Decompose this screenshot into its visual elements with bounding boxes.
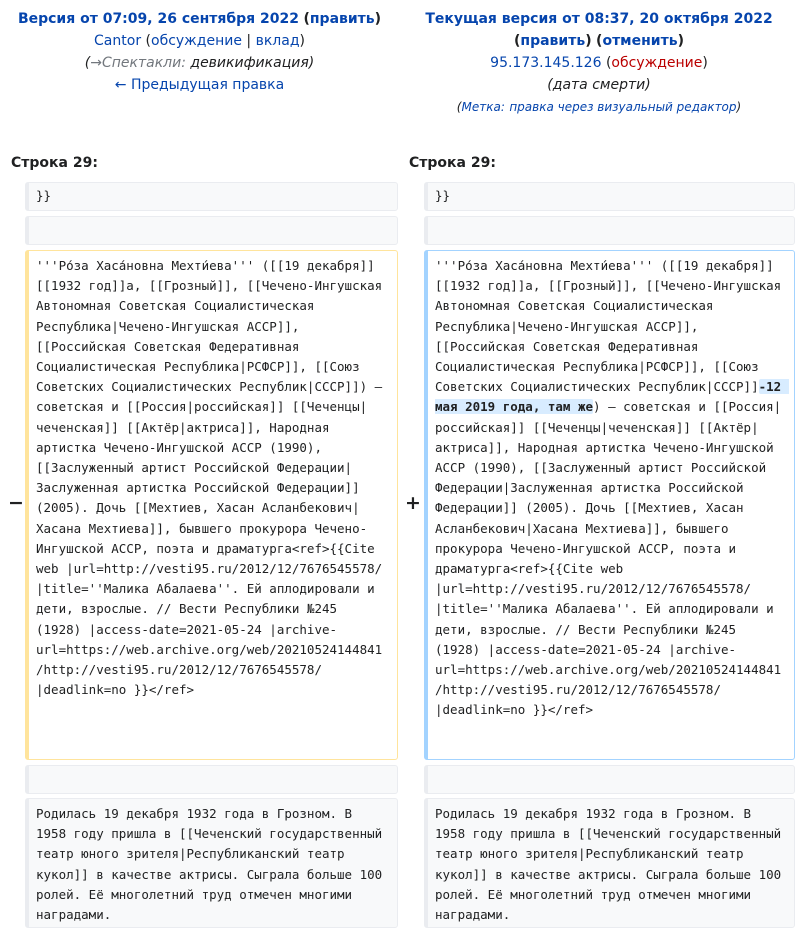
tag-value: правка через визуальный редактор bbox=[509, 100, 737, 114]
minus-marker: − bbox=[8, 492, 24, 514]
left-context-bottom: Родилась 19 декабря 1932 года в Грозном. В 1958 году пришла в [[Чеченский государственный театр юного зрителя|Республиканский театр кукол]] в качестве актрисы. Сыграла больше 100 ролей. Её многолетний труд отмечен многими наградами. bbox=[25, 798, 398, 928]
old-revision-link[interactable]: Версия от 07:09, 26 сентября 2022 bbox=[17, 11, 300, 27]
current-revision-edit-link[interactable]: править bbox=[520, 33, 586, 49]
old-revision-talk-link[interactable]: обсуждение bbox=[151, 33, 242, 49]
left-context-empty bbox=[25, 216, 398, 245]
old-revision-title-line: Версия от 07:09, 26 сентября 2022 (править) bbox=[17, 11, 382, 27]
current-revision-header bbox=[399, 8, 799, 118]
right-line-number: Строка 29: bbox=[409, 155, 496, 171]
current-revision-user-line: 95.173.145.126 (обсуждение) bbox=[490, 55, 708, 71]
left-deleted-line: '''Ро́за Хаса́новна Мехти́ева''' ([[19 декабря]] [[1932 год]]а, [[Грозный]], [[Чечено-Ингушская Автономная Советская Социалистическая Республика|Чечено-Ингушская АССР]], [[Российская Советская Федеративная Социалистическая Республика|РСФСР]], [[Союз Советских Социалистических Республик|СССР]]) — советская и [[Россия|российская]] [[Чеченцы|чеченская]] [[Актёр|актриса]], Народная артистка Чечено-Ингушской АССР (1990), [[Заслуженный артист Российской Федерации|Заслуженная артистка Российской Федерации]] (2005). Дочь [[Мехтиев, Хасан Асланбекович|Хасана Мехтиева]], бывшего прокурора Чечено-Ингушской АССР, поэта и драматурга<ref>{{Cite web |url=http://vesti95.ru/2012/12/7676545578/ |title=''Малика Абалаева''. Ей аплодировали и дети, взрослые. // Вести Республики №245 (1928) |access-date=2021-05-24 |archive-url=https://web.archive.org/web/20210524144841/http://vesti95.ru/2012/12/7676545578/ |deadlink=no }}</ref> bbox=[25, 250, 398, 760]
right-context-top: }} bbox=[424, 182, 795, 211]
old-revision-summary: (→Спектакли: девикификация) bbox=[84, 55, 315, 71]
undo-link[interactable]: отменить bbox=[602, 33, 678, 49]
right-context-empty-2 bbox=[424, 765, 795, 794]
current-revision-talk-link[interactable]: обсуждение bbox=[611, 55, 703, 71]
section-arrow-link[interactable]: →Спектакли: bbox=[90, 55, 186, 71]
old-revision-edit-link[interactable]: править bbox=[309, 11, 375, 27]
previous-edit-line bbox=[0, 74, 399, 96]
current-revision-summary: (дата смерти) bbox=[547, 77, 651, 93]
current-revision-user-link[interactable]: 95.173.145.126 bbox=[490, 55, 602, 71]
revision-tag-line: (Метка: правка через визуальный редактор) bbox=[456, 100, 742, 114]
added-text-before: '''Ро́за Хаса́новна Мехти́ева''' ([[19 декабря]] [[1932 год]]а, [[Грозный]], [[Чечено-Ингушская Автономная Советская Социалистическая Республика|Чечено-Ингушская АССР]], [[Российская Советская Федеративная Социалистическая Республика|РСФСР]], [[Союз Советских Социалистических Республик|СССР]] bbox=[435, 258, 789, 395]
added-text-after: ) — советская и [[Россия|российская]] [[Чеченцы|чеченская]] [[Актёр|актриса]], Народная артистка Чечено-Ингушской АССР (1990), [[Заслуженный артист Российской Федерации|Заслуженная артистка Российской Федерации]] (2005). Дочь [[Мехтиев, Хасан Асланбекович|Хасана Мехтиева]], бывшего прокурора Чечено-Ингушской АССР, поэта и драматурга<ref>{{Cite web |url=http://vesti95.ru/2012/12/7676545578/ |title=''Малика Абалаева''. Ей аплодировали и дети, взрослые. // Вести Республики №245 (1928) |access-date=2021-05-24 |archive-url=https://web.archive.org/web/20210524144841/http://vesti95.ru/2012/12/7676545578/ |deadlink=no }}</ref> bbox=[435, 399, 782, 718]
current-revision-title-line bbox=[399, 8, 799, 30]
previous-edit-link[interactable]: ← Предыдущая правка bbox=[114, 77, 285, 93]
plus-marker: + bbox=[405, 492, 421, 514]
old-revision-user-line: Cantor (обсуждение | вклад) bbox=[94, 33, 305, 49]
right-added-line bbox=[424, 250, 795, 760]
left-context-empty-2 bbox=[25, 765, 398, 794]
old-revision-header bbox=[0, 8, 399, 96]
old-revision-user-link[interactable]: Cantor bbox=[94, 33, 142, 49]
left-line-number: Строка 29: bbox=[11, 155, 98, 171]
right-context-bottom: Родилась 19 декабря 1932 года в Грозном. В 1958 году пришла в [[Чеченский государственный театр юного зрителя|Республиканский театр кукол]] в качестве актрисы. Сыграла больше 100 ролей. Её многолетний труд отмечен многими наградами. bbox=[424, 798, 795, 928]
current-revision-link[interactable]: Текущая версия от 08:37, 20 октября 2022 bbox=[425, 11, 773, 27]
tag-label-link[interactable]: Метка: bbox=[461, 100, 505, 114]
old-revision-contrib-link[interactable]: вклад bbox=[255, 33, 300, 49]
right-context-empty bbox=[424, 216, 795, 245]
left-context-top: }} bbox=[25, 182, 398, 211]
separator: | bbox=[246, 33, 252, 49]
inserted-text: -12 мая 2019 года, там же bbox=[435, 379, 789, 415]
current-revision-actions-line: (править) (отменить) bbox=[514, 33, 684, 49]
